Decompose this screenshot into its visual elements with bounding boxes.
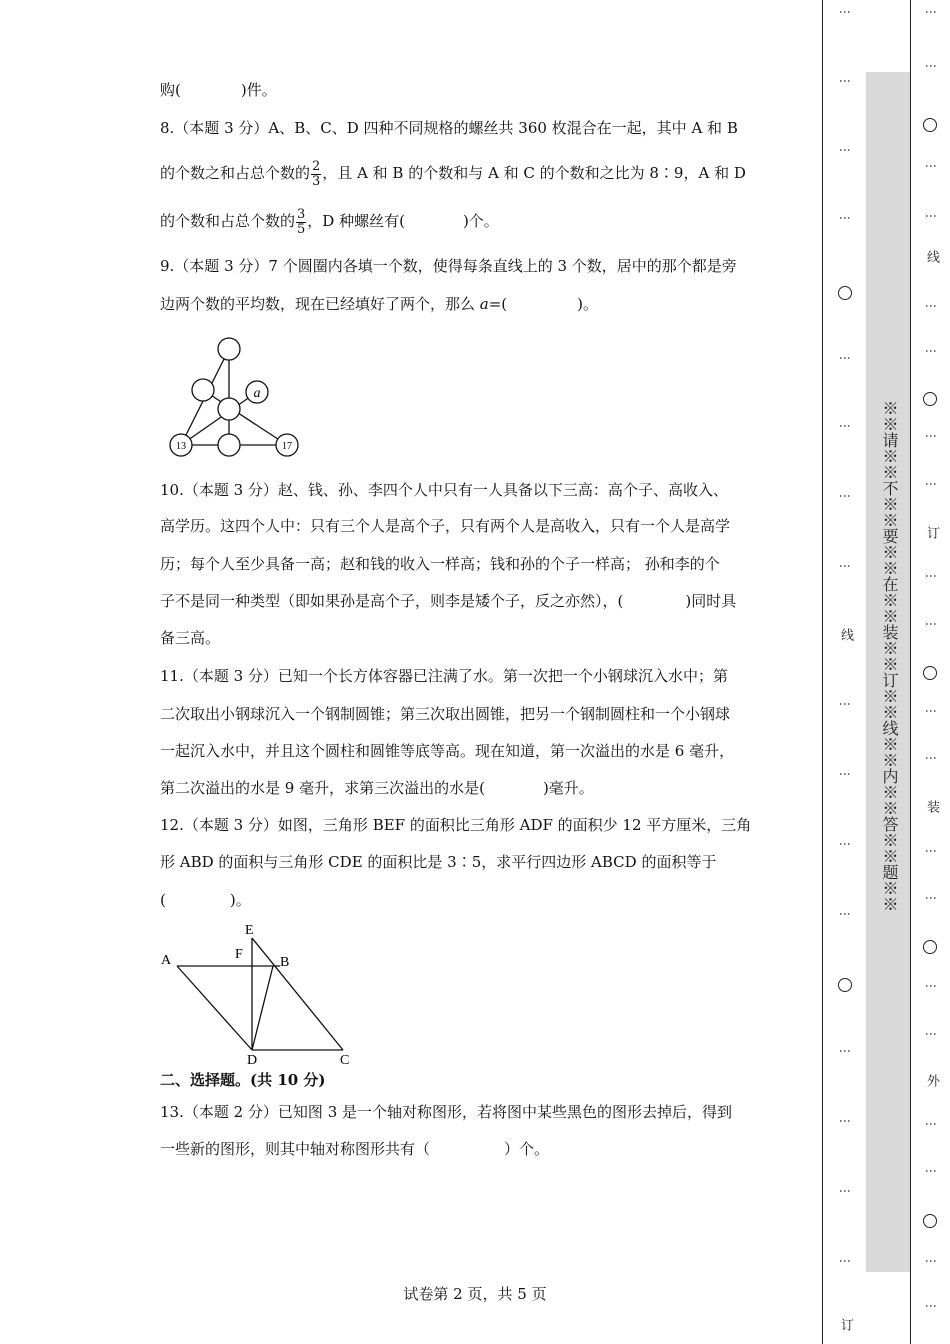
q9-var: a <box>479 295 489 313</box>
q11-line2: 二次取出小钢球沉入一个钢制圆锥；第三次取出圆锥，把另一个钢制圆柱和一个小钢球 <box>160 705 731 723</box>
margin-dots: ⋮ <box>838 1185 852 1199</box>
margin-dots: ⋮ <box>924 892 938 906</box>
margin-dots: ⋮ <box>924 478 938 492</box>
margin-dots: ⋮ <box>924 570 938 584</box>
q12-line1: 12.（本题 3 分）如图，三角形 BEF 的面积比三角形 ADF 的面积少 12 平方厘米，三角 <box>160 816 752 834</box>
q8-fraction-3-5 <box>296 208 306 237</box>
label-F: F <box>235 947 243 962</box>
q7-after: )件。 <box>240 81 277 99</box>
q8-line1: 8.（本题 3 分）A、B、C、D 四种不同规格的螺丝共 360 枚混合在一起，其中 A 和 B <box>160 119 738 137</box>
q11-text-b: )毫升。 <box>542 779 594 797</box>
q11-text-a: 第二次溢出的水是 9 毫升，求第三次溢出的水是( <box>160 779 485 797</box>
segment-ad <box>177 966 252 1050</box>
circle-top <box>218 338 240 360</box>
margin-label-ding-inner: 订 <box>924 526 939 539</box>
label-E: E <box>245 923 254 938</box>
margin-dots: ⋮ <box>838 560 852 574</box>
margin-circle <box>923 940 937 954</box>
margin-dots: ⋮ <box>924 1300 938 1314</box>
margin-dots: ⋮ <box>924 6 938 20</box>
q11-line4 <box>160 778 594 798</box>
margin-dots: ⋮ <box>924 618 938 632</box>
margin-dots: ⋮ <box>924 752 938 766</box>
q10-line5: 备三高。 <box>160 629 221 647</box>
margin-dots: ⋮ <box>838 420 852 434</box>
circle-center <box>218 398 240 420</box>
margin-dots: ⋮ <box>838 838 852 852</box>
margin-label-ding: 订 <box>838 1318 853 1331</box>
margin-dots: ⋮ <box>838 490 852 504</box>
label-D: D <box>247 1053 258 1068</box>
margin-dots: ⋮ <box>924 60 938 74</box>
margin-border-left <box>822 0 823 1344</box>
q8-text-c: 的个数和占总个数的 <box>160 212 296 230</box>
margin-dots: ⋮ <box>924 1028 938 1042</box>
label-C: C <box>340 1053 350 1068</box>
q9-line1: 9.（本题 3 分）7 个圆圈内各填一个数，使得每条直线上的 3 个数，居中的那个都是旁 <box>160 257 737 275</box>
q9-circle-figure <box>165 332 310 462</box>
q10-text-a: 子不是同一种类型（即如果孙是高个子，则李是矮个子，反之亦然），( <box>160 592 624 610</box>
q9-line2 <box>160 294 598 314</box>
margin-dots: ⋮ <box>924 345 938 359</box>
frac-num: 3 <box>297 206 306 222</box>
margin-circle <box>838 286 852 300</box>
section-title: 二、选择题。(共 10 分) <box>160 1071 326 1089</box>
margin-circle <box>923 1214 937 1228</box>
label-A: A <box>161 953 172 968</box>
margin-dots: ⋮ <box>924 430 938 444</box>
margin-warning-text: ※※请※※不※※要※※在※※装※※订※※线※※内※※答※※题※※ <box>880 400 899 912</box>
label-13: 13 <box>176 441 186 452</box>
margin-dots: ⋮ <box>924 1118 938 1132</box>
q8-fraction-2-3 <box>311 160 321 189</box>
margin-circle <box>838 978 852 992</box>
q9-text-c: )。 <box>577 295 599 313</box>
q9-text-a: 边两个数的平均数，现在已经填好了两个，那么 <box>160 295 480 313</box>
segment-bd <box>252 966 273 1050</box>
margin-dots: ⋮ <box>838 1255 852 1269</box>
margin-dots: ⋮ <box>924 210 938 224</box>
q8-text-e: )个。 <box>462 212 499 230</box>
margin-label-xian: 线 <box>838 628 853 641</box>
q8-line3 <box>160 204 499 238</box>
q10-line4 <box>160 591 736 611</box>
margin-border-right <box>910 0 911 1344</box>
q8-text-d: ，D 种螺丝有( <box>307 212 405 230</box>
margin-dots: ⋮ <box>838 6 852 20</box>
q11-line3: 一起沉入水中，并且这个圆柱和圆锥等底等高。现在知道，第一次溢出的水是 6 毫升， <box>160 742 735 760</box>
frac-num: 2 <box>312 158 321 174</box>
margin-dots: ⋮ <box>838 908 852 922</box>
margin-label-zhuang: 装 <box>924 800 939 813</box>
margin-dots: ⋮ <box>924 705 938 719</box>
margin-dots: ⋮ <box>838 352 852 366</box>
q8-line2 <box>160 156 746 190</box>
margin-dots: ⋮ <box>838 212 852 226</box>
q12-line2: 形 ABD 的面积与三角形 CDE 的面积比是 3∶5，求平行四边形 ABCD 的面积等于 <box>160 853 717 871</box>
q7-text: 购( <box>160 81 181 99</box>
margin-dots: ⋮ <box>924 980 938 994</box>
margin-dots: ⋮ <box>838 75 852 89</box>
circle-left-mid <box>192 379 214 401</box>
frac-den: 5 <box>297 221 306 237</box>
margin-dots: ⋮ <box>924 1165 938 1179</box>
q12-text-b: )。 <box>229 891 251 909</box>
q13-text-b: ）个。 <box>504 1140 550 1158</box>
q11-line1: 11.（本题 3 分）已知一个长方体容器已注满了水。第一次把一个小钢球沉入水中；第 <box>160 667 728 685</box>
q12-text-a: ( <box>160 891 166 909</box>
q8-text-a: 的个数之和占总个数的 <box>160 164 311 182</box>
label-a: a <box>253 386 261 401</box>
q13-line1: 13.（本题 2 分）已知图 3 是一个轴对称图形，若将图中某些黑色的图形去掉后，得到 <box>160 1103 733 1121</box>
margin-dots: ⋮ <box>838 768 852 782</box>
margin-dots: ⋮ <box>838 698 852 712</box>
q12-line3 <box>160 890 251 910</box>
fig-line <box>203 390 287 445</box>
margin-dots: ⋮ <box>838 1115 852 1129</box>
margin-circle <box>923 666 937 680</box>
page-footer: 试卷第 2 页，共 5 页 <box>403 1285 547 1303</box>
margin-label-wai: 外 <box>924 1074 939 1087</box>
q10-line3: 历；每个人至少具备一高；赵和钱的收入一样高；钱和孙的个子一样高； 孙和李的个 <box>160 555 720 573</box>
margin-dots: ⋮ <box>924 300 938 314</box>
margin-dots: ⋮ <box>924 845 938 859</box>
q10-text-b: )同时具 <box>685 592 737 610</box>
frac-den: 3 <box>312 173 321 189</box>
q8-text-b: ，且 A 和 B 的个数和与 A 和 C 的个数和之比为 8∶9，A 和 D <box>322 164 746 182</box>
circle-bottom-mid <box>218 434 240 456</box>
q10-line1: 10.（本题 3 分）赵、钱、孙、李四个人中只有一人具备以下三高：高个子、高收入、 <box>160 481 728 499</box>
q12-parallelogram-figure <box>155 918 360 1068</box>
margin-label-xian-inner: 线 <box>924 250 939 263</box>
margin-dots: ⋮ <box>924 160 938 174</box>
margin-dots: ⋮ <box>924 1255 938 1269</box>
margin-dots: ⋮ <box>838 144 852 158</box>
q13-text-a: 一些新的图形，则其中轴对称图形共有（ <box>160 1140 431 1158</box>
q13-line2 <box>160 1139 549 1159</box>
margin-circle <box>923 118 937 132</box>
label-17: 17 <box>282 441 292 452</box>
q10-line2: 高学历。这四个人中：只有三个人是高个子，只有两个人是高收入，只有一个人是高学 <box>160 517 731 535</box>
label-B: B <box>280 955 290 970</box>
margin-dots: ⋮ <box>838 1045 852 1059</box>
q9-text-b: =( <box>488 295 508 313</box>
q7-tail <box>160 80 277 100</box>
margin-circle <box>923 392 937 406</box>
